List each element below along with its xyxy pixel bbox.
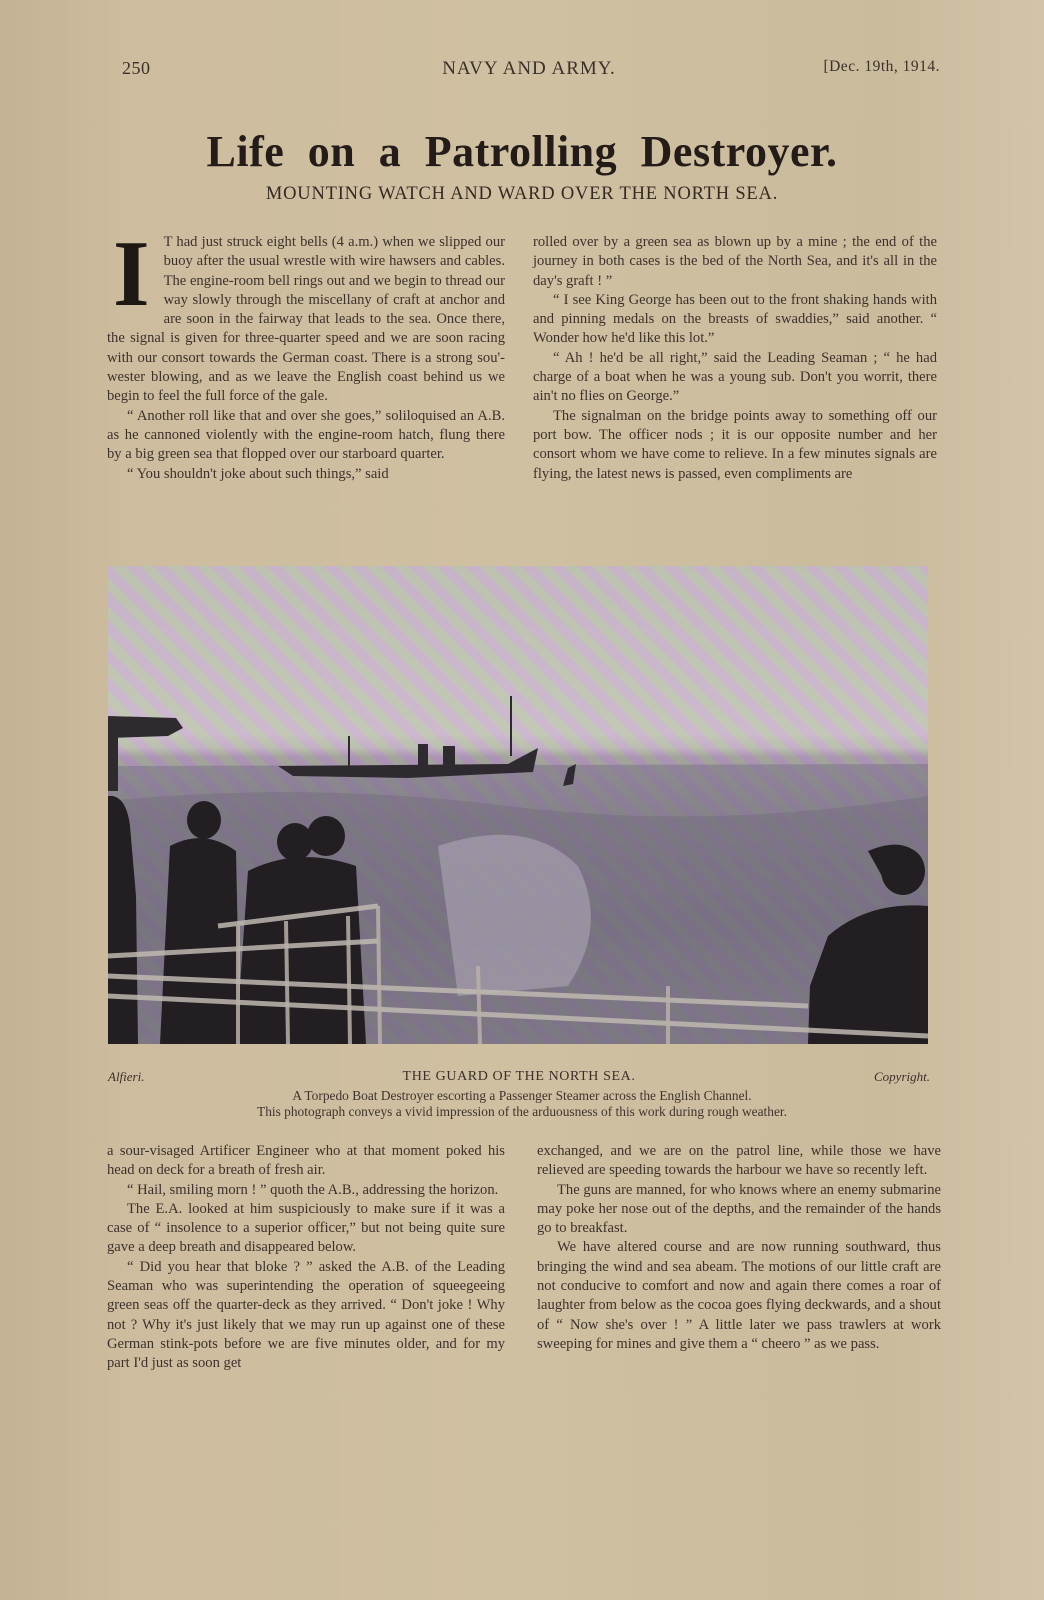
- photo-illustration: [108, 566, 928, 1044]
- drop-cap: I: [113, 222, 150, 326]
- paragraph: “ Ah ! he'd be all right,” said the Leading Seaman ; “ he had charge of a boat when he was a young sub. Don't you worrit, there ain't no flies on George.”: [533, 349, 937, 405]
- figure-caption-line: This photograph conveys a vivid impression of the arduousness of this work during rough weather.: [257, 1104, 787, 1119]
- paragraph: “ I see King George has been out to the front shaking hands with and pinning medals on the breasts of swaddies,” said another. “ Wonder how he'd like this lot.”: [533, 291, 937, 347]
- paragraph: “ Hail, smiling morn ! ” quoth the A.B., addressing the horizon.: [127, 1181, 499, 1198]
- issue-date: [Dec. 19th, 1914.: [823, 58, 940, 75]
- photographer-credit: Alfieri.: [108, 1069, 145, 1084]
- paragraph: rolled over by a green sea as blown up by a mine ; the end of the journey in both cases is the bed of the North Sea, and it's all in the day's graft ! ”: [533, 234, 937, 289]
- article-subtitle: MOUNTING WATCH AND WARD OVER THE NORTH SEA.: [265, 184, 779, 204]
- figure-caption-line: A Torpedo Boat Destroyer escorting a Passenger Steamer across the English Channel.: [292, 1088, 752, 1103]
- figure-caption-header: [108, 1069, 930, 1087]
- paragraph: T had just struck eight bells (4 a.m.) when we slipped our buoy after the usual wrestle with wire hawsers and cables. The engine-room bell rings out and we begin to thread our way slowly through the miscellany of craft at anchor and are soon in the fairway that leads to the sea. Once there, the signal is given for three-quarter speed and we are soon racing with our consort towards the German coast. There is a strong sou'-wester blowing, and as we leave the English coast behind us we begin to feel the full force of the gale.: [107, 234, 505, 405]
- copyright-notice: Copyright.: [874, 1069, 930, 1084]
- paragraph: “ You shouldn't joke about such things,” said: [127, 465, 389, 482]
- paragraph: exchanged, and we are on the patrol line, while those we have relieved are speeding towards the harbour we have so recently left.: [537, 1143, 941, 1179]
- paragraph: “ Another roll like that and over she goes,” soliloquised an A.B. as he cannoned violently with the engine-room hatch, flung there by a big green sea that flopped over our starboard quarter.: [107, 407, 505, 463]
- paragraph: The signalman on the bridge points away to something off our port bow. The officer nods ; it is our opposite number and her consort whom we have come to relieve. In a few minutes signals are flying, the latest news is passed, even compliments are: [533, 407, 937, 482]
- paragraph: a sour-visaged Artificer Engineer who at that moment poked his head on deck for a breath of fresh air.: [107, 1143, 505, 1179]
- paragraph: The guns are manned, for who knows where an enemy submarine may poke her nose out of the depths, and the remainder of the hands go to breakfast.: [537, 1181, 941, 1237]
- page-number: 250: [122, 58, 151, 78]
- destroyer-photograph: [108, 566, 928, 1044]
- column-bottom-left: [107, 1142, 505, 1374]
- article-title: Life on a Patrolling Destroyer.: [206, 127, 838, 176]
- running-head: [118, 58, 940, 82]
- paragraph: The E.A. looked at him suspiciously to make sure if it was a case of “ insolence to a superior officer,” but not being quite sure gave a deep breath and disappeared below.: [107, 1200, 505, 1256]
- column-top-left: [107, 222, 505, 484]
- paragraph: “ Did you hear that bloke ? ” asked the A.B. of the Leading Seaman who was superintending the operation of squeegeeing green seas off the quarter-deck as they arrived. “ Don't joke ! Why not ? Why it's just likely that we may run up against one of these German stink-pots before we are five minutes older, and for my part I'd just as soon get: [107, 1258, 505, 1372]
- column-top-right: [533, 233, 937, 484]
- column-bottom-right: [537, 1142, 941, 1354]
- figure-title: THE GUARD OF THE NORTH SEA.: [402, 1069, 636, 1084]
- magazine-name: NAVY AND ARMY.: [442, 58, 616, 79]
- paragraph: We have altered course and are now running southward, thus bringing the wind and sea abeam. The motions of our little craft are not conducive to comfort and now and again there comes a roar of laughter from below as the cocoa goes flying deckwards, and a shout of “ Now she's over ! ” A little later we pass trawlers at work sweeping for mines and give them a “ cheero ” as we pass.: [537, 1239, 941, 1352]
